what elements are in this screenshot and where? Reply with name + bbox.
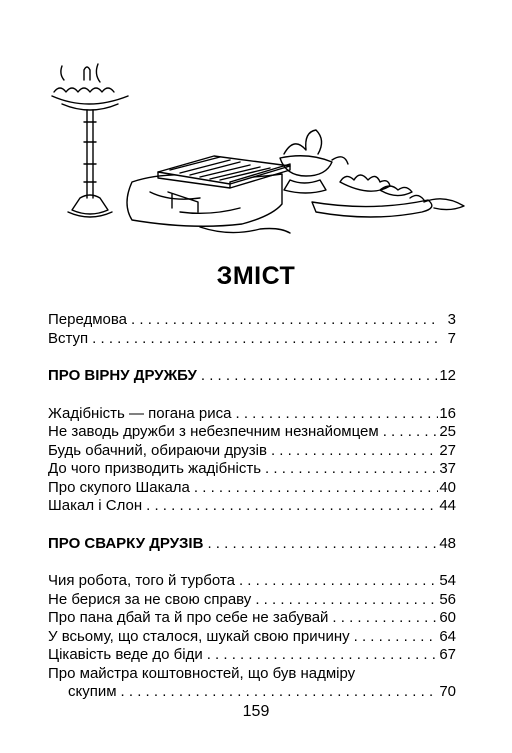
- dot-leader: [231, 405, 438, 424]
- table-of-contents: [48, 311, 456, 702]
- toc-entry-label: Чия робота, того й турбота: [48, 572, 235, 589]
- dot-leader: [267, 442, 438, 461]
- toc-entry-page: 64: [439, 627, 456, 645]
- dot-leader: [379, 423, 438, 442]
- toc-entry-page: 40: [439, 478, 456, 496]
- toc-entry-label: Не берися за не свою справу: [48, 590, 252, 608]
- section-title: ПРО ВІРНУ ДРУЖБУ: [48, 367, 197, 384]
- dot-leader: [203, 646, 438, 665]
- toc-entry-line2[interactable]: [48, 683, 456, 702]
- dot-leader: [88, 330, 438, 349]
- toc-entry-label-continued: скупим: [68, 683, 117, 700]
- toc-entry-page: 7: [447, 329, 456, 347]
- toc-entry-page: 3: [447, 311, 456, 328]
- toc-entry-page: 67: [439, 646, 456, 663]
- dot-leader: [261, 460, 438, 479]
- toc-entry-label: Шакал і Слон: [48, 497, 143, 514]
- toc-entry-label: Вступ: [48, 329, 89, 347]
- toc-entry-label: Про майстра коштовностей, що був надміру: [48, 664, 356, 682]
- toc-entry-label: Жадібність — погана риса: [48, 404, 232, 422]
- toc-entry[interactable]: [48, 572, 456, 591]
- toc-entry-page: 25: [439, 423, 456, 440]
- toc-entry-line1[interactable]: [48, 665, 456, 684]
- toc-entry-label: Не заводь дружби з небезпечним незнайомцем: [48, 423, 379, 440]
- toc-entry[interactable]: [48, 442, 456, 461]
- toc-entry[interactable]: [48, 423, 456, 442]
- toc-entry-page: 60: [439, 609, 456, 626]
- dot-leader: [350, 628, 438, 647]
- toc-entry-label: До чого призводить жадібність: [48, 460, 262, 477]
- toc-entry[interactable]: [48, 628, 456, 647]
- toc-entry[interactable]: [48, 330, 456, 349]
- toc-entry[interactable]: [48, 646, 456, 665]
- toc-entry-label: Будь обачний, обираючи друзів: [48, 441, 267, 459]
- toc-entry-page: 54: [439, 572, 456, 589]
- dot-leader: [235, 572, 438, 591]
- toc-entry-label: У всьому, що сталося, шукай свою причину: [48, 627, 350, 645]
- section-page: 12: [439, 367, 456, 384]
- dot-leader: [197, 367, 438, 386]
- toc-entry[interactable]: [48, 479, 456, 498]
- dot-leader: [190, 479, 438, 498]
- toc-entry-label: Про пана дбай та й про себе не забувай: [48, 609, 329, 626]
- page-title: ЗМІСТ: [216, 262, 296, 290]
- page-number: 159: [242, 703, 270, 720]
- toc-entry[interactable]: [48, 460, 456, 479]
- toc-entry-page: 70: [439, 683, 456, 700]
- toc-entry-page: 56: [439, 590, 456, 608]
- toc-entry-page: 27: [439, 441, 456, 459]
- toc-entry[interactable]: [48, 591, 456, 610]
- toc-entry-label: Цікавість веде до біди: [48, 646, 203, 663]
- dot-leader: [127, 311, 438, 330]
- toc-section-heading[interactable]: [48, 535, 456, 554]
- toc-section-heading[interactable]: [48, 367, 456, 386]
- toc-entry[interactable]: [48, 497, 456, 516]
- dot-leader: [328, 609, 438, 628]
- dot-leader: [251, 591, 438, 610]
- toc-entry-page: 44: [439, 497, 456, 514]
- toc-entry-label: Передмова: [48, 311, 128, 328]
- section-page: 48: [439, 534, 456, 552]
- dot-leader: [203, 535, 438, 554]
- dot-leader: [117, 683, 438, 702]
- toc-entry-page: 37: [439, 460, 456, 477]
- toc-entry-label: Про скупого Шакала: [48, 478, 190, 496]
- section-title: ПРО СВАРКУ ДРУЗІВ: [48, 534, 204, 552]
- lamp-and-book-illustration: [40, 52, 480, 242]
- toc-entry[interactable]: [48, 609, 456, 628]
- toc-entry[interactable]: [48, 311, 456, 330]
- dot-leader: [142, 497, 438, 516]
- toc-entry-page: 16: [439, 404, 456, 422]
- toc-entry[interactable]: [48, 405, 456, 424]
